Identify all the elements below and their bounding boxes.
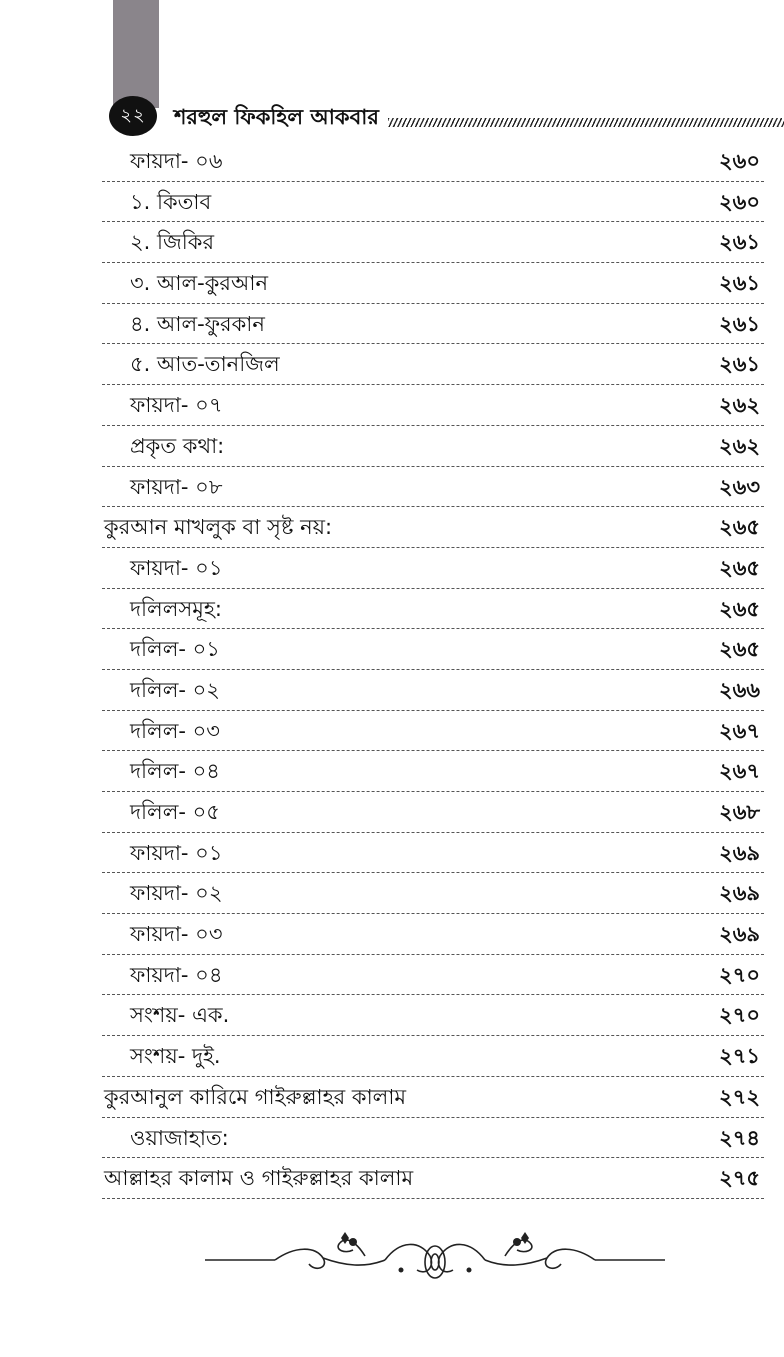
toc-entry-page: ২৬৭ — [719, 718, 760, 743]
toc-entry-title: ফায়দা- ০৪ — [130, 962, 223, 987]
toc-entry — [102, 751, 764, 792]
toc-entry — [102, 507, 764, 548]
toc-entry-title: ৪. আল-ফুরকান — [130, 311, 265, 336]
toc-entry-page: ২৬০ — [719, 149, 760, 173]
toc-entry-page: ২৬২ — [719, 433, 760, 458]
header-hatch-rule — [388, 118, 784, 127]
toc-entry-title: সংশয়- দুই. — [130, 1044, 221, 1069]
toc-entry-page: ২৬১ — [719, 311, 760, 336]
toc-entry-page: ২৭৪ — [719, 1125, 760, 1150]
toc-entry — [102, 629, 764, 670]
toc-entry-title: ফায়দা- ০৬ — [130, 149, 223, 173]
page-number-badge: ২২ — [109, 96, 157, 136]
toc-entry-title: দলিল- ০২ — [130, 677, 220, 702]
toc-entry — [102, 304, 764, 345]
toc-entry — [102, 222, 764, 263]
toc-entry-title: ফায়দা- ০১ — [130, 555, 223, 580]
toc-entry-title: কুরআন মাখলুক বা সৃষ্ট নয়: — [104, 515, 333, 540]
toc-entry — [102, 344, 764, 385]
toc-entry-page: ২৬৯ — [719, 881, 760, 906]
toc-entry-title: প্রকৃত কথা: — [130, 433, 225, 458]
toc-entry — [102, 792, 764, 833]
toc-entry-page: ২৬৯ — [719, 840, 760, 865]
toc-entry-title: ফায়দা- ০৮ — [130, 474, 223, 499]
toc-entry-title: ওয়াজাহাত: — [130, 1125, 229, 1150]
toc-entry-title: সংশয়- এক. — [130, 1003, 230, 1028]
toc-entry-title: দলিল- ০৪ — [130, 759, 220, 784]
toc-entry — [102, 670, 764, 711]
table-of-contents — [102, 141, 764, 1199]
toc-entry-title: ফায়দা- ০৭ — [130, 393, 223, 418]
toc-entry — [102, 1036, 764, 1077]
toc-entry-title: দলিল- ০৩ — [130, 718, 220, 743]
toc-entry — [102, 914, 764, 955]
toc-entry-page: ২৬৫ — [719, 515, 760, 540]
toc-entry — [102, 548, 764, 589]
toc-entry-page: ২৭০ — [719, 962, 760, 987]
page-tab-marker — [113, 0, 159, 108]
toc-entry — [102, 995, 764, 1036]
toc-entry — [102, 1077, 764, 1118]
toc-entry-page: ২৭০ — [719, 1003, 760, 1028]
toc-entry-page: ২৬৫ — [719, 637, 760, 662]
toc-entry-title: দলিল- ০৫ — [130, 800, 220, 824]
toc-entry-page: ২৬১ — [719, 271, 760, 296]
toc-entry-page: ২৭৫ — [719, 1166, 760, 1191]
toc-entry-title: ফায়দা- ০১ — [130, 840, 223, 865]
toc-entry-page: ২৬২ — [719, 393, 760, 418]
toc-entry — [102, 467, 764, 508]
toc-entry-title: কুরআনুল কারিমে গাইরুল্লাহর কালাম — [104, 1084, 407, 1109]
toc-entry-title: দলিল- ০১ — [130, 637, 220, 662]
toc-entry — [102, 385, 764, 426]
toc-entry-page: ২৬৯ — [719, 922, 760, 947]
toc-entry — [102, 1158, 764, 1199]
running-title: শরহুল ফিকহিল আকবার — [174, 105, 379, 129]
toc-entry — [102, 589, 764, 630]
toc-entry — [102, 263, 764, 304]
toc-entry-page: ২৬১ — [719, 352, 760, 377]
toc-entry-title: ২. জিকির — [130, 230, 215, 255]
toc-entry-title: ফায়দা- ০২ — [130, 881, 223, 906]
toc-entry-page: ২৬৭ — [719, 759, 760, 784]
toc-entry-title: ৩. আল-কুরআন — [130, 271, 268, 296]
toc-entry-page: ২৬৩ — [719, 474, 760, 499]
toc-entry — [102, 182, 764, 223]
floral-divider-icon — [205, 1226, 665, 1288]
toc-entry-title: আল্লাহর কালাম ও গাইরুল্লাহর কালাম — [104, 1166, 414, 1191]
toc-entry-title: দলিলসমূহ: — [130, 596, 222, 621]
toc-entry-page: ২৬৫ — [719, 596, 760, 621]
toc-entry-page: ২৬৫ — [719, 555, 760, 580]
toc-entry — [102, 955, 764, 996]
toc-entry — [102, 711, 764, 752]
toc-entry-page: ২৬১ — [719, 230, 760, 255]
toc-entry-page: ২৬৬ — [719, 677, 760, 702]
toc-entry-page: ২৭২ — [719, 1084, 760, 1109]
toc-entry-title: ৫. আত-তানজিল — [130, 352, 280, 377]
toc-entry — [102, 1118, 764, 1159]
toc-entry-title: ১. কিতাব — [130, 189, 212, 214]
toc-entry — [102, 426, 764, 467]
toc-entry — [102, 141, 764, 182]
toc-entry-page: ২৬০ — [719, 189, 760, 214]
toc-entry — [102, 873, 764, 914]
toc-entry-page: ২৬৮ — [719, 800, 760, 824]
toc-entry-page: ২৭১ — [719, 1044, 760, 1069]
toc-entry-title: ফায়দা- ০৩ — [130, 922, 223, 947]
toc-entry — [102, 833, 764, 874]
